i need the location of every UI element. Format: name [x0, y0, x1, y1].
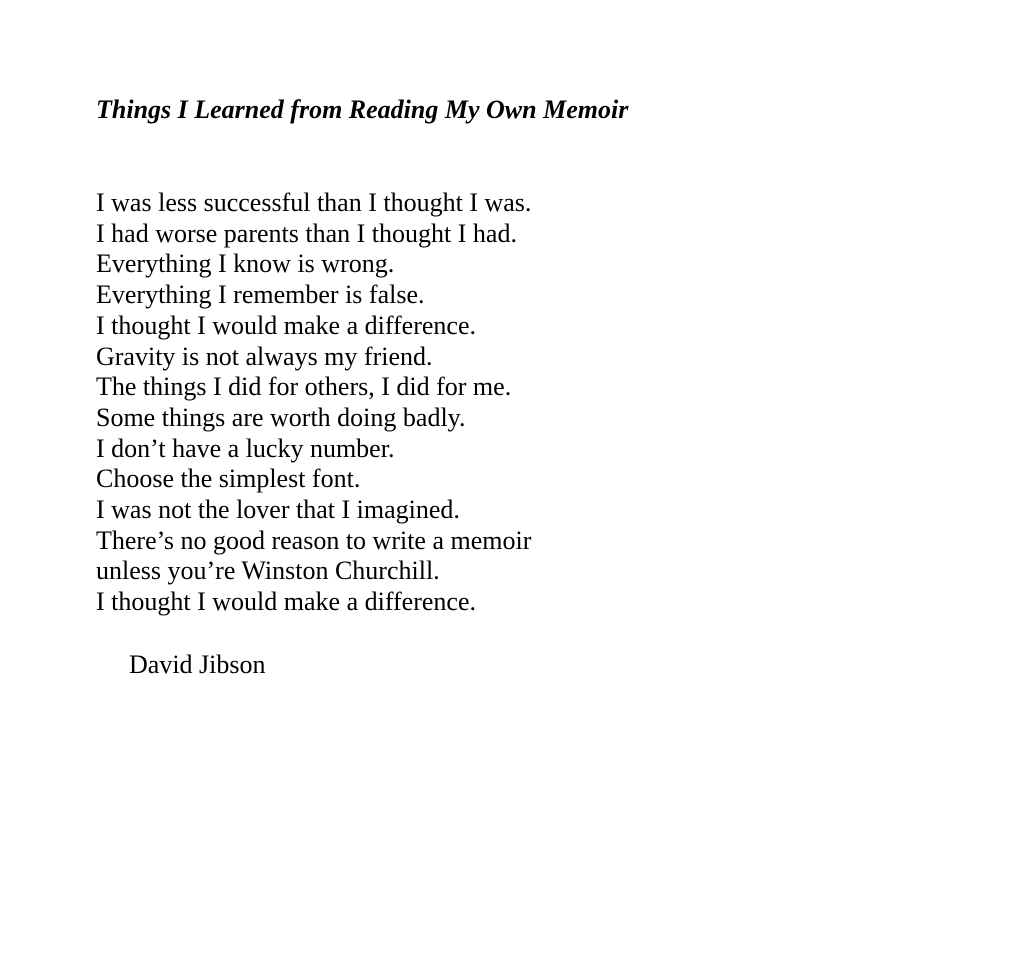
- poem-line: There’s no good reason to write a memoir: [96, 525, 532, 555]
- poem-line: Everything I know is wrong.: [96, 249, 395, 279]
- poem-author: David Jibson: [129, 650, 266, 679]
- poem-line: I was less successful than I thought I was.: [96, 188, 532, 217]
- poem-title: Things I Learned from Reading My Own Memoir: [96, 95, 629, 124]
- poem-line: I thought I would make a difference.: [96, 310, 476, 340]
- poem-body: [96, 188, 531, 618]
- poem-line: I had worse parents than I thought I had.: [96, 218, 517, 248]
- poem-line: I was not the lover that I imagined.: [96, 495, 460, 525]
- poem-line: Everything I remember is false.: [96, 280, 425, 310]
- poem-line: The things I did for others, I did for me.: [96, 372, 512, 402]
- poem-line: Choose the simplest font.: [96, 464, 361, 494]
- poem-line: I thought I would make a difference.: [96, 587, 476, 617]
- poem-line: unless you’re Winston Churchill.: [96, 556, 440, 586]
- poem-line: Gravity is not always my friend.: [96, 341, 433, 371]
- poem-line: Some things are worth doing badly.: [96, 402, 466, 432]
- poem-line: I don’t have a lucky number.: [96, 433, 395, 463]
